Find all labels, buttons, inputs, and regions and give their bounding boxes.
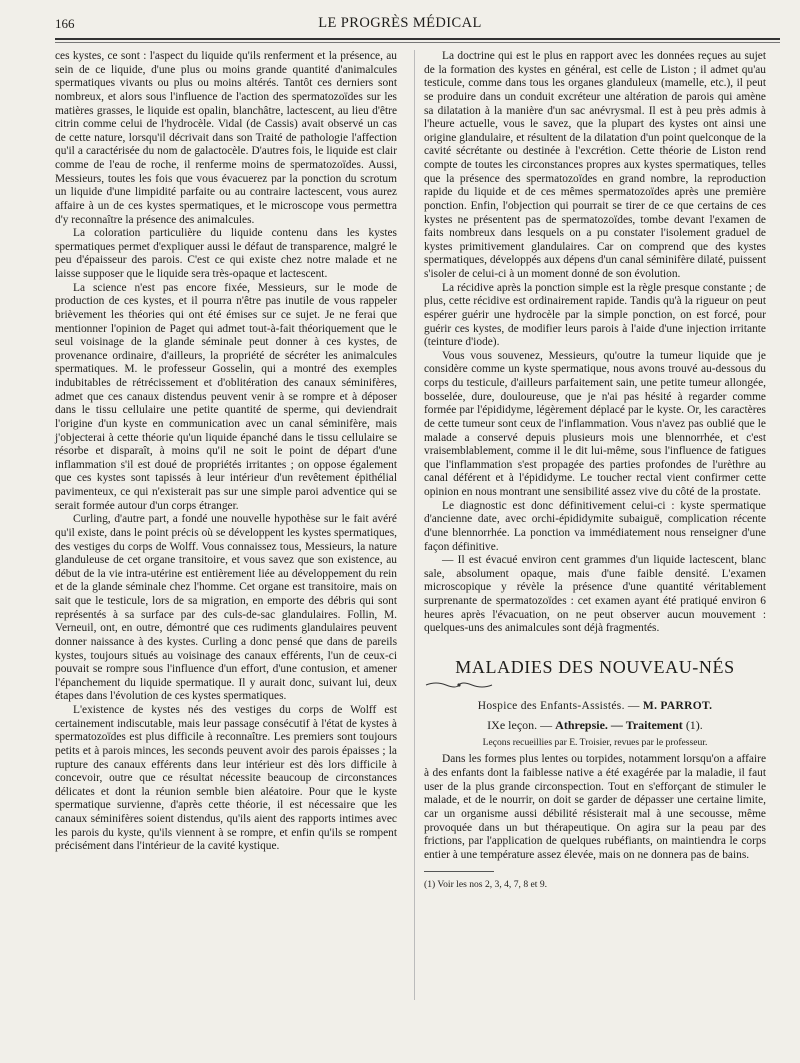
lesson-line [424,719,766,733]
footnote-rule [424,871,494,872]
paragraph: La science n'est pas encore fixée, Messieurs, sur le mode de production de ces kystes, et il pourra n'être pas inutile de vous rappeler brièvement les théories qui ont été émises sur ce sujet. Je ne ferai que mentionner l'opinion de Paget qui admet tout-à-fait théoriquement que le seul voisinage de la glande séminale peut donner à ces kystes, de provenance ordinaire, d'ailleurs, la propriété de sécréter les animalcules spermatiques. M. le professeur Gosselin, qui a montré des exemples indubitables de rétrécissement et d'oblitération des canaux séminifères, admet que ces canaux distendus peuvent venir à se rompre et à déposer dans le tissu cellulaire une petite quantité de sperme, qui deviendrait l'origine d'un kyste en communication avec un canal séminifère, mais j'objecterai à cette théorie qu'un liquide épanché dans le tissu cellulaire se résorbe et disparaît, à moins qu'il ne soit le point de départ d'une inflammation s'il est doué de propriétés irritantes ; on oppose également que ces kystes sont tapissés à leur intérieur d'un revêtement épithélial pavimenteux, ce qui n'existerait pas sur une simple paroi adventice qui se serait formée autour d'un corps étranger. [55,281,397,512]
header-rule-thin [55,42,780,43]
paragraph: Curling, d'autre part, a fondé une nouvelle hypothèse sur le fait avéré qu'il existe, dans le point précis où se développent les kystes spermatiques, des vestiges du corps de Wolff. Vous connaissez tous, Messieurs, la nature glanduleuse de cet organe transitoire, et vous savez que son existence, au début de la vie intra-utérine est entièrement liée au développement du rein et de la glande séminale chez l'homme. Cet organe est transitoire, mais on sait que le testicule, lors de sa migration, en emporte des débris qui sont représentés à sa surface par des culs-de-sac glandulaires. Follin, M. Verneuil, ont, en outre, démontré que ces rudiments glandulaires peuvent donner naissance à des kystes. Curling a donc pensé que dans de pareils kystes, toujours situés au voisinage des canaux efférents, l'un de ceux-ci pouvait se rompre sous l'influence d'un effort, d'une contusion, et amener l'épanchement du liquide spermatique. Il y aurait donc, suivant lui, deux étapes dans l'évolution de ces kystes spermatiques. [55,513,397,703]
right-column [424,50,766,892]
section-title: MALADIES DES NOUVEAU-NÉS [455,656,735,677]
hospital-name: Hospice des Enfants-Assistés. — [477,699,640,712]
lesson-title: Athrepsie. — Traitement [555,718,683,733]
paragraph: Le diagnostic est donc définitivement celui-ci : kyste spermatique d'ancienne date, avec orchi-épididymite subaiguë, complication récente d'une blennorrhée. La ponction va immédiatement nous renseigner d'une façon définitive. [424,499,766,553]
ornament-divider [424,681,494,689]
left-column [55,50,397,854]
paragraph: La doctrine qui est le plus en rapport avec les données reçues au sujet de la formation des kystes en général, est celle de Liston ; il admet qu'au testicule, comme dans tous les organes glanduleux (mamelle, etc.), il peut se produire dans un conduit excréteur une altération de parois qui amène sa dilatation à la manière d'un sac anévrysmal. Il est à peu près admis à l'heure actuelle, vous le savez, que la plupart des kystes ont ainsi une origine glandulaire, et résultent de la dilatation d'un point quelconque de la cavité sécrétante ou destinée à l'excrétion. Cette théorie de Liston rend compte de toutes les circonstances propres aux kystes spermatiques, telles que la présence des spermatozoïdes en grand nombre, la reproduction rapide du liquide et de ces mêmes spermatozoïdes après une première ponction. Enfin, l'objection qui pourrait se tirer de ce que certains de ces kystes ne présentent pas de spermatozoïdes, tombe devant l'examen de faits nombreux dans lesquels on a pu constater l'isolement graduel de kystes primitivement glandulaires. Car on comprend que des kystes spermatiques, développés aux dépens d'un canal séminifère dilaté, puissent s'isoler de celui-ci à un moment donné de son évolution. [424,50,766,280]
paragraph: La récidive après la ponction simple est la règle presque constante ; de plus, cette récidive est ordinairement rapide. Tandis qu'à la rigueur on peut espérer guérir une hydrocèle par la simple ponction, on est forcé, pour guérir ces kystes, de modifier leurs parois à l'aide d'une injection irritante (teinture d'iode). [424,281,766,349]
page-number: 166 [55,16,75,31]
collected-by: Leçons recueillies par E. Troisier, revues par le professeur. [482,736,708,748]
paragraph: Vous vous souvenez, Messieurs, qu'outre la tumeur liquide que je considère comme un kyste spermatique, nous avons trouvé au-dessous du corps du testicule, d'ailleurs parfaitement sain, une petite tumeur allongée, bosselée, dure, douloureuse, que je n'ai pas hésité à regarder comme formée par l'épididyme, légèrement déplacé par le kyste. Or, les caractères de cette tumeur sont ceux de l'inflammation. Vous n'avez pas oublié que le malade a conservé depuis plusieurs mois une blennorrhée, et c'est vraisemblablement, comme il le dit lui-même, sous l'influence de fatigues que l'inflammation s'est propagée des parties profondes de l'urèthre au canal déférent et à l'épididyme. Le toucher rectal vient confirmer cette opinion en nous montrant une sensibilité assez vive du côté de la prostate. [424,349,766,498]
header-rule [55,38,780,40]
column-divider [414,50,415,1000]
running-title: LE PROGRÈS MÉDICAL [318,15,482,31]
hospital-line [424,700,766,714]
paragraph: La coloration particulière du liquide contenu dans les kystes spermatiques permet d'expliquer aussi le défaut de transparence, malgré le peu d'épaisseur des parois. C'est ce qui existe chez notre malade et ne laisse supposer que le liquide sera très-opaque et lactescent. [55,227,397,280]
paragraph: Dans les formes plus lentes ou torpides, notamment lorsqu'on a affaire à des enfants dont la faiblesse native a été exagérée par la maladie, il faut user de la plus grande circonspection. Tout en s'efforçant de stimuler le malade, et de le nourrir, on doit se garder de dépasser une certaine limite, car un organisme aussi débilité résisterait mal à une secousse, même provoquée dans un but thérapeutique. On agira sur la peau par des frictions, par l'application de quelques rubéfiants, on maintiendra le corps entier à une température assez élevée, mais on ne donnera pas de bains. [424,753,766,861]
footnote: (1) Voir les nos 2, 3, 4, 7, 8 et 9. [424,879,548,891]
paragraph: — Il est évacué environ cent grammes d'un liquide lactescent, blanc sale, absolument opaque, mais d'une faible densité. L'examen microscopique y révèle la présence d'une quantité véritablement surprenante de spermatozoïdes : cet examen ayant été pratiqué environ 6 heures après l'évacuation, on ne peut observer aucun mouvement : quelques-uns des animalcules sont déjà fragmentés. [424,554,766,635]
lesson-number: IXe leçon. — [487,718,553,733]
lesson-note: (1). [682,718,703,733]
paragraph: L'existence de kystes nés des vestiges du corps de Wolff est certainement indiscutable, mais leur passage consécutif à l'état de kystes à spermatozoïdes est plus difficile à reconnaître. Les premiers sont toujours petits et à parois minces, les seconds peuvent avoir des parois épaisses ; la rupture des canaux efférents dans leur intérieur est dès lors difficile à concevoir, outre que ce résultat nécessite beaucoup de circonstances délicates et dont la réunion semble bien aléatoire. Pour que le kyste spermatique survienne, d'après cette théorie, il est nécessaire que les canaux séminifères soient distendus, qu'ils aient des rapports intimes avec les parois du kyste, qu'ils viennent à se rompre, et enfin qu'ils se rompent précisément dans l'intérieur de la cavité kystique. [55,704,397,853]
author-name: M. PARROT. [642,699,713,712]
paragraph: ces kystes, ce sont : l'aspect du liquide qu'ils renferment et la présence, au sein de ce liquide, d'une plus ou moins grande quantité d'animalcules spermatiques vivants ou plus ou moins altérés. Tantôt ces derniers sont nombreux, et alors sous l'influence de l'action des spermatozoïdes sur les matières grasses, le liquide est opalin, blanchâtre, lactescent, au lieu d'être citrin comme celui de l'hydrocèle. Vidal (de Cassis) avait observé un cas de cette nature, lorsqu'il décrivait dans son Traité de pathologie l'affection qu'il a caractérisée du nom de galactocèle. D'autres fois, le liquide est clair comme de l'eau de roche, il renferme moins de spermatozoïdes. Aussi, Messieurs, toutes les fois que vous évacuerez par la ponction du scrotum un liquide d'une limpidité parfaite ou au contraire lactescent, vous aurez affaire à un de ces kystes spermatiques, et le microscope vous permettra d'y reconnaître la présence des animalcules. [55,50,397,226]
